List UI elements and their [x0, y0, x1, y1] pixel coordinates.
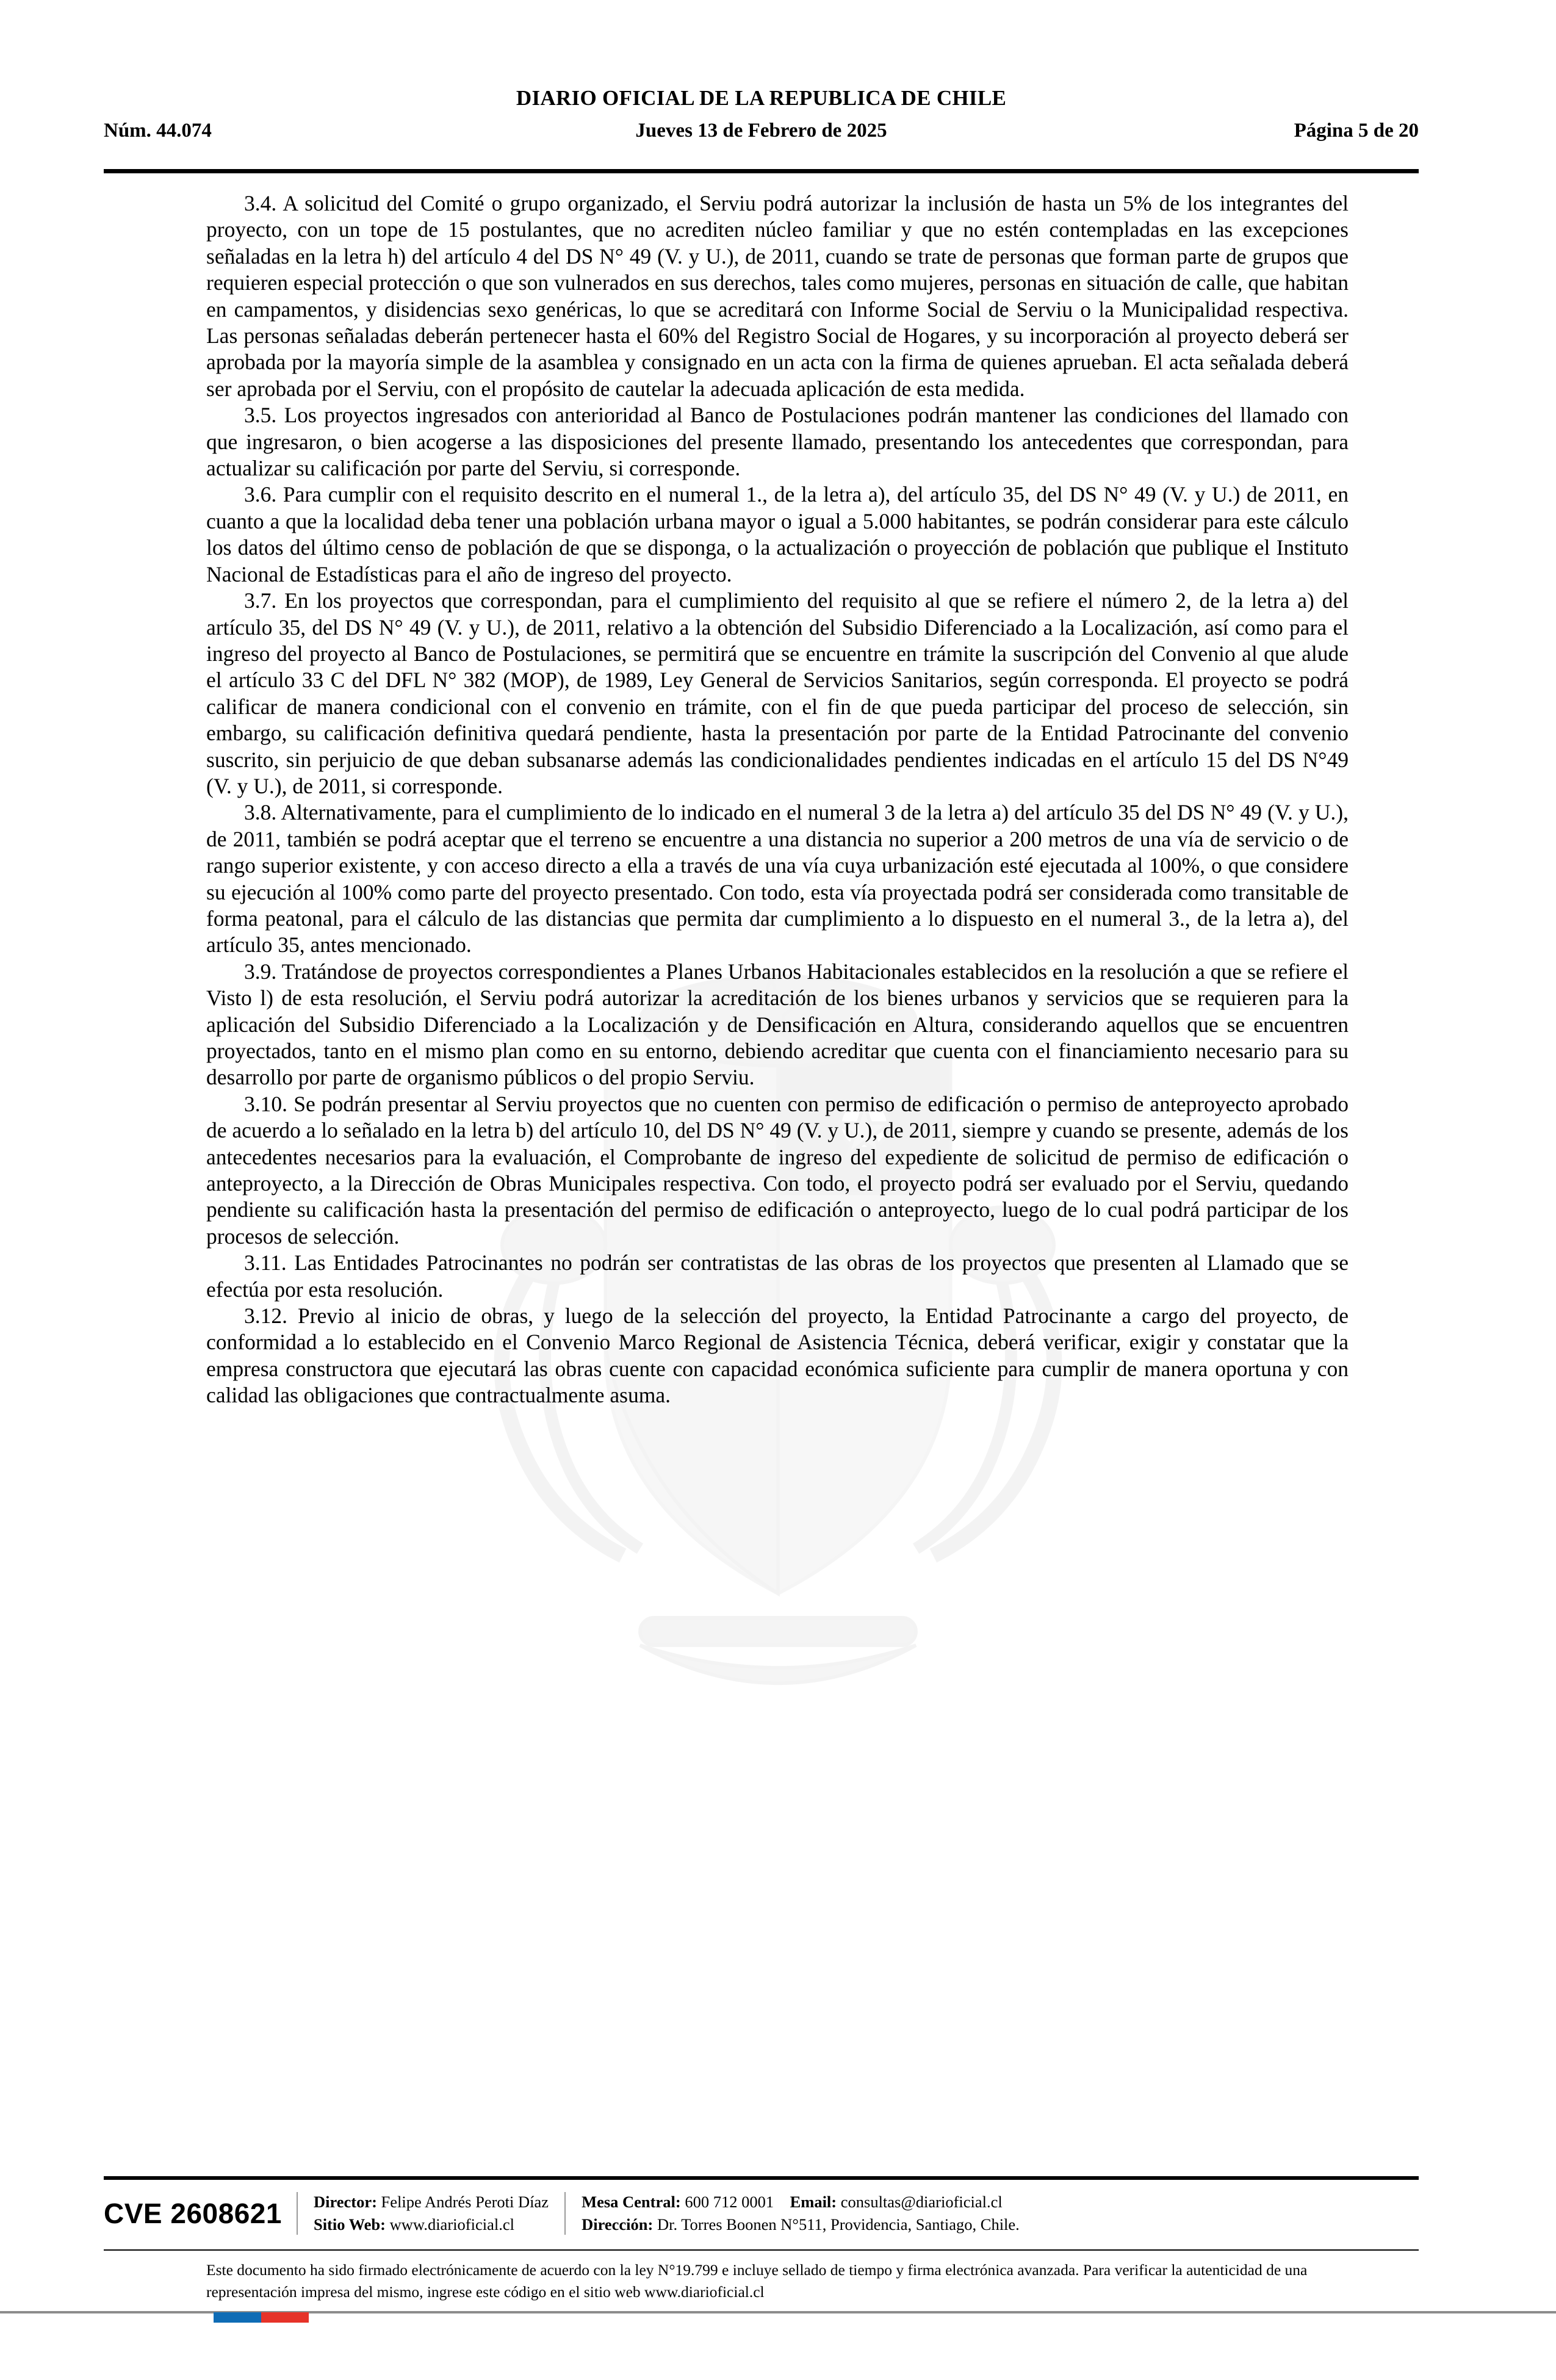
footer-info-block: [104, 2191, 1419, 2236]
paragraph-3-4: 3.4. A solicitud del Comité o grupo organizado, el Serviu podrá autorizar la inclusión de hasta un 5% de los integrantes del proyecto, con un tope de 15 postulantes, que no acrediten núcleo familiar y que no estén contempladas en las excepciones señaladas en la letra h) del artículo 4 del DS N° 49 (V. y U.), de 2011, cuando se trate de personas que forman parte de grupos que requieren especial protección o que son vulnerados en sus derechos, tales como mujeres, personas en situación de calle, que habitan en campamentos, y disidencias sexo genéricas, lo que se acreditará con Informe Social de Serviu o la Municipalidad respectiva. Las personas señaladas deberán pertenecer hasta el 60% del Registro Social de Hogares, y su incorporación al proyecto deberá ser aprobada por la mayoría simple de la asamblea y consignado en un acta con la firma de quienes aprueban. El acta señalada deberá ser aprobada por el Serviu, con el propósito de cautelar la adecuada aplicación de esta medida.: [206, 191, 1349, 401]
header-divider-rule: [104, 169, 1419, 173]
header-meta-row: [104, 120, 1419, 142]
cve-code: CVE 2608621: [104, 2198, 282, 2229]
page-header: [104, 85, 1419, 142]
flag-bar-red: [261, 2312, 309, 2323]
document-body: [206, 190, 1349, 1409]
footer-column-contact: [566, 2191, 1036, 2236]
paragraph-3-11: 3.11. Las Entidades Patrocinantes no podrán ser contratistas de las obras de los proyectos que presenten al Llamado que se efectúa por esta resolución.: [206, 1250, 1349, 1302]
footer-column-director: [298, 2191, 564, 2236]
paragraph-3-12: 3.12. Previo al inicio de obras, y luego de la selección del proyecto, la Entidad Patrocinante a cargo del proyecto, de conformidad a lo establecido en el Convenio Marco Regional de Asistencia Técnica, deberá verificar, exigir y constatar que la empresa constructora que ejecutará las obras cuente con capacidad económica suficiente para cumplir de manera oportuna y con calidad las obligaciones que contractualmente asuma.: [206, 1304, 1349, 1408]
paragraph-3-6: 3.6. Para cumplir con el requisito descrito en el numeral 1., de la letra a), del artículo 35, del DS N° 49 (V. y U.) de 2011, en cuanto a que la localidad deba tener una población urbana mayor o igual a 5.000 habitantes, se podrán considerar para este cálculo los datos del último censo de población de que se disponga, o la actualización o proyección de población que publique el Instituto Nacional de Estadísticas para el año de ingreso del proyecto.: [206, 482, 1349, 586]
paragraph-3-8: 3.8. Alternativamente, para el cumplimiento de lo indicado en el numeral 3 de la letra a) del artículo 35 del DS N° 49 (V. y U.), de 2011, también se podrá aceptar que el terreno se encuentre a una distancia no superior a 200 metros de una vía de servicio o de rango superior existente, y con acceso directo a ella a través de una vía cuya urbanización esté ejecutada al 100%, o que considere su ejecución al 100% como parte del proyecto presentado. Con todo, esta vía proyectada podrá ser considerada como transitable de forma peatonal, para el cálculo de las distancias que permita dar cumplimiento a lo dispuesto en el numeral 3., de la letra a), del artículo 35, antes mencionado.: [206, 800, 1349, 957]
publication-title: DIARIO OFICIAL DE LA REPUBLICA DE CHILE: [516, 86, 1007, 110]
email-value[interactable]: consultas@diarioficial.cl: [840, 2193, 1003, 2211]
website-value[interactable]: www.diarioficial.cl: [389, 2215, 514, 2234]
email-label: Email:: [790, 2193, 837, 2211]
director-label: Director:: [313, 2193, 377, 2211]
address-line: [582, 2213, 1020, 2236]
address-value: Dr. Torres Boonen N°511, Providencia, Santiago, Chile.: [657, 2215, 1020, 2234]
address-label: Dirección:: [582, 2215, 654, 2234]
flag-color-bars: [214, 2312, 309, 2323]
switchboard-label: Mesa Central:: [582, 2193, 681, 2211]
publication-date: Jueves 13 de Febrero de 2025: [635, 120, 887, 142]
issue-number: Núm. 44.074: [104, 120, 212, 142]
switchboard-value: 600 712 0001: [685, 2193, 774, 2211]
paragraph-3-7: 3.7. En los proyectos que correspondan, para el cumplimiento del requisito al que se refiere el número 2, de la letra a) del artículo 35, del DS N° 49 (V. y U.), de 2011, relativo a la obtención del Subsidio Diferenciado a la Localización, así como para el ingreso del proyecto al Banco de Postulaciones, se permitirá que se encuentre en trámite la suscripción del Convenio al que alude el artículo 33 C del DFL N° 382 (MOP), de 1989, Ley General de Servicios Sanitarios, según corresponda. El proyecto se podrá calificar de manera condicional con el convenio en trámite, con el fin de que pueda participar del proceso de selección, sin embargo, su calificación definitiva quedará pendiente, hasta la presentación por parte de la Entidad Patrocinante del convenio suscrito, sin perjuicio de que deban subsanarse además las condicionalidades pendientes indicadas en el artículo 15 del DS N°49 (V. y U.), de 2011, si corresponde.: [206, 588, 1349, 798]
footer-divider-rule: [104, 2176, 1419, 2180]
page-indicator: Página 5 de 20: [1294, 120, 1419, 142]
flag-bar-blue: [214, 2312, 261, 2323]
paragraph-3-9: 3.9. Tratándose de proyectos correspondientes a Planes Urbanos Habitacionales establecidos en la resolución a que se refiere el Visto l) de esta resolución, el Serviu podrá autorizar la acreditación de los bienes urbanos y servicios que se requieren para la aplicación del Subsidio Diferenciado a la Localización y de Densificación en Altura, considerando aquellos que se encuentren proyectados, tanto en el mismo plan como en su entorno, debiendo acreditar que cuenta con el financiamiento necesario para su desarrollo por parte de organismo públicos o del propio Serviu.: [206, 959, 1349, 1090]
electronic-signature-disclaimer: Este documento ha sido firmado electrónicamente de acuerdo con la ley N°19.799 e incluye sellado de tiempo y firma electrónica avanzada. Para verificar la autenticidad de una representación impresa del mismo, ingrese este código en el sitio web www.diarioficial.cl: [206, 2261, 1308, 2301]
disclaimer-divider-rule: [104, 2249, 1419, 2251]
switchboard-email-line: [582, 2191, 1020, 2213]
paragraph-3-10: 3.10. Se podrán presentar al Serviu proyectos que no cuenten con permiso de edificación o permiso de anteproyecto aprobado de acuerdo a lo señalado en la letra b) del artículo 10, del DS N° 49 (V. y U.), de 2011, siempre y cuando se presente, además de los antecedentes necesarios para la evaluación, el Comprobante de ingreso del expediente de solicitud de permiso de edificación o anteproyecto, a la Dirección de Obras Municipales respectiva. Con todo, el proyecto podrá ser evaluado por el Serviu, quedando pendiente su calificación hasta la presentación del permiso de edificación o anteproyecto, luego de lo cual podrá participar de los procesos de selección.: [206, 1091, 1349, 1249]
director-value: Felipe Andrés Peroti Díaz: [381, 2193, 549, 2211]
website-line: [314, 2213, 549, 2236]
website-label: Sitio Web:: [313, 2215, 386, 2234]
paragraph-3-5: 3.5. Los proyectos ingresados con anterioridad al Banco de Postulaciones podrán mantener las condiciones del llamado con que ingresaron, o bien acogerse a las disposiciones del presente llamado, presentando los antecedentes que correspondan, para actualizar su calificación por parte del Serviu, si corresponde.: [206, 403, 1349, 481]
director-line: [314, 2191, 549, 2213]
